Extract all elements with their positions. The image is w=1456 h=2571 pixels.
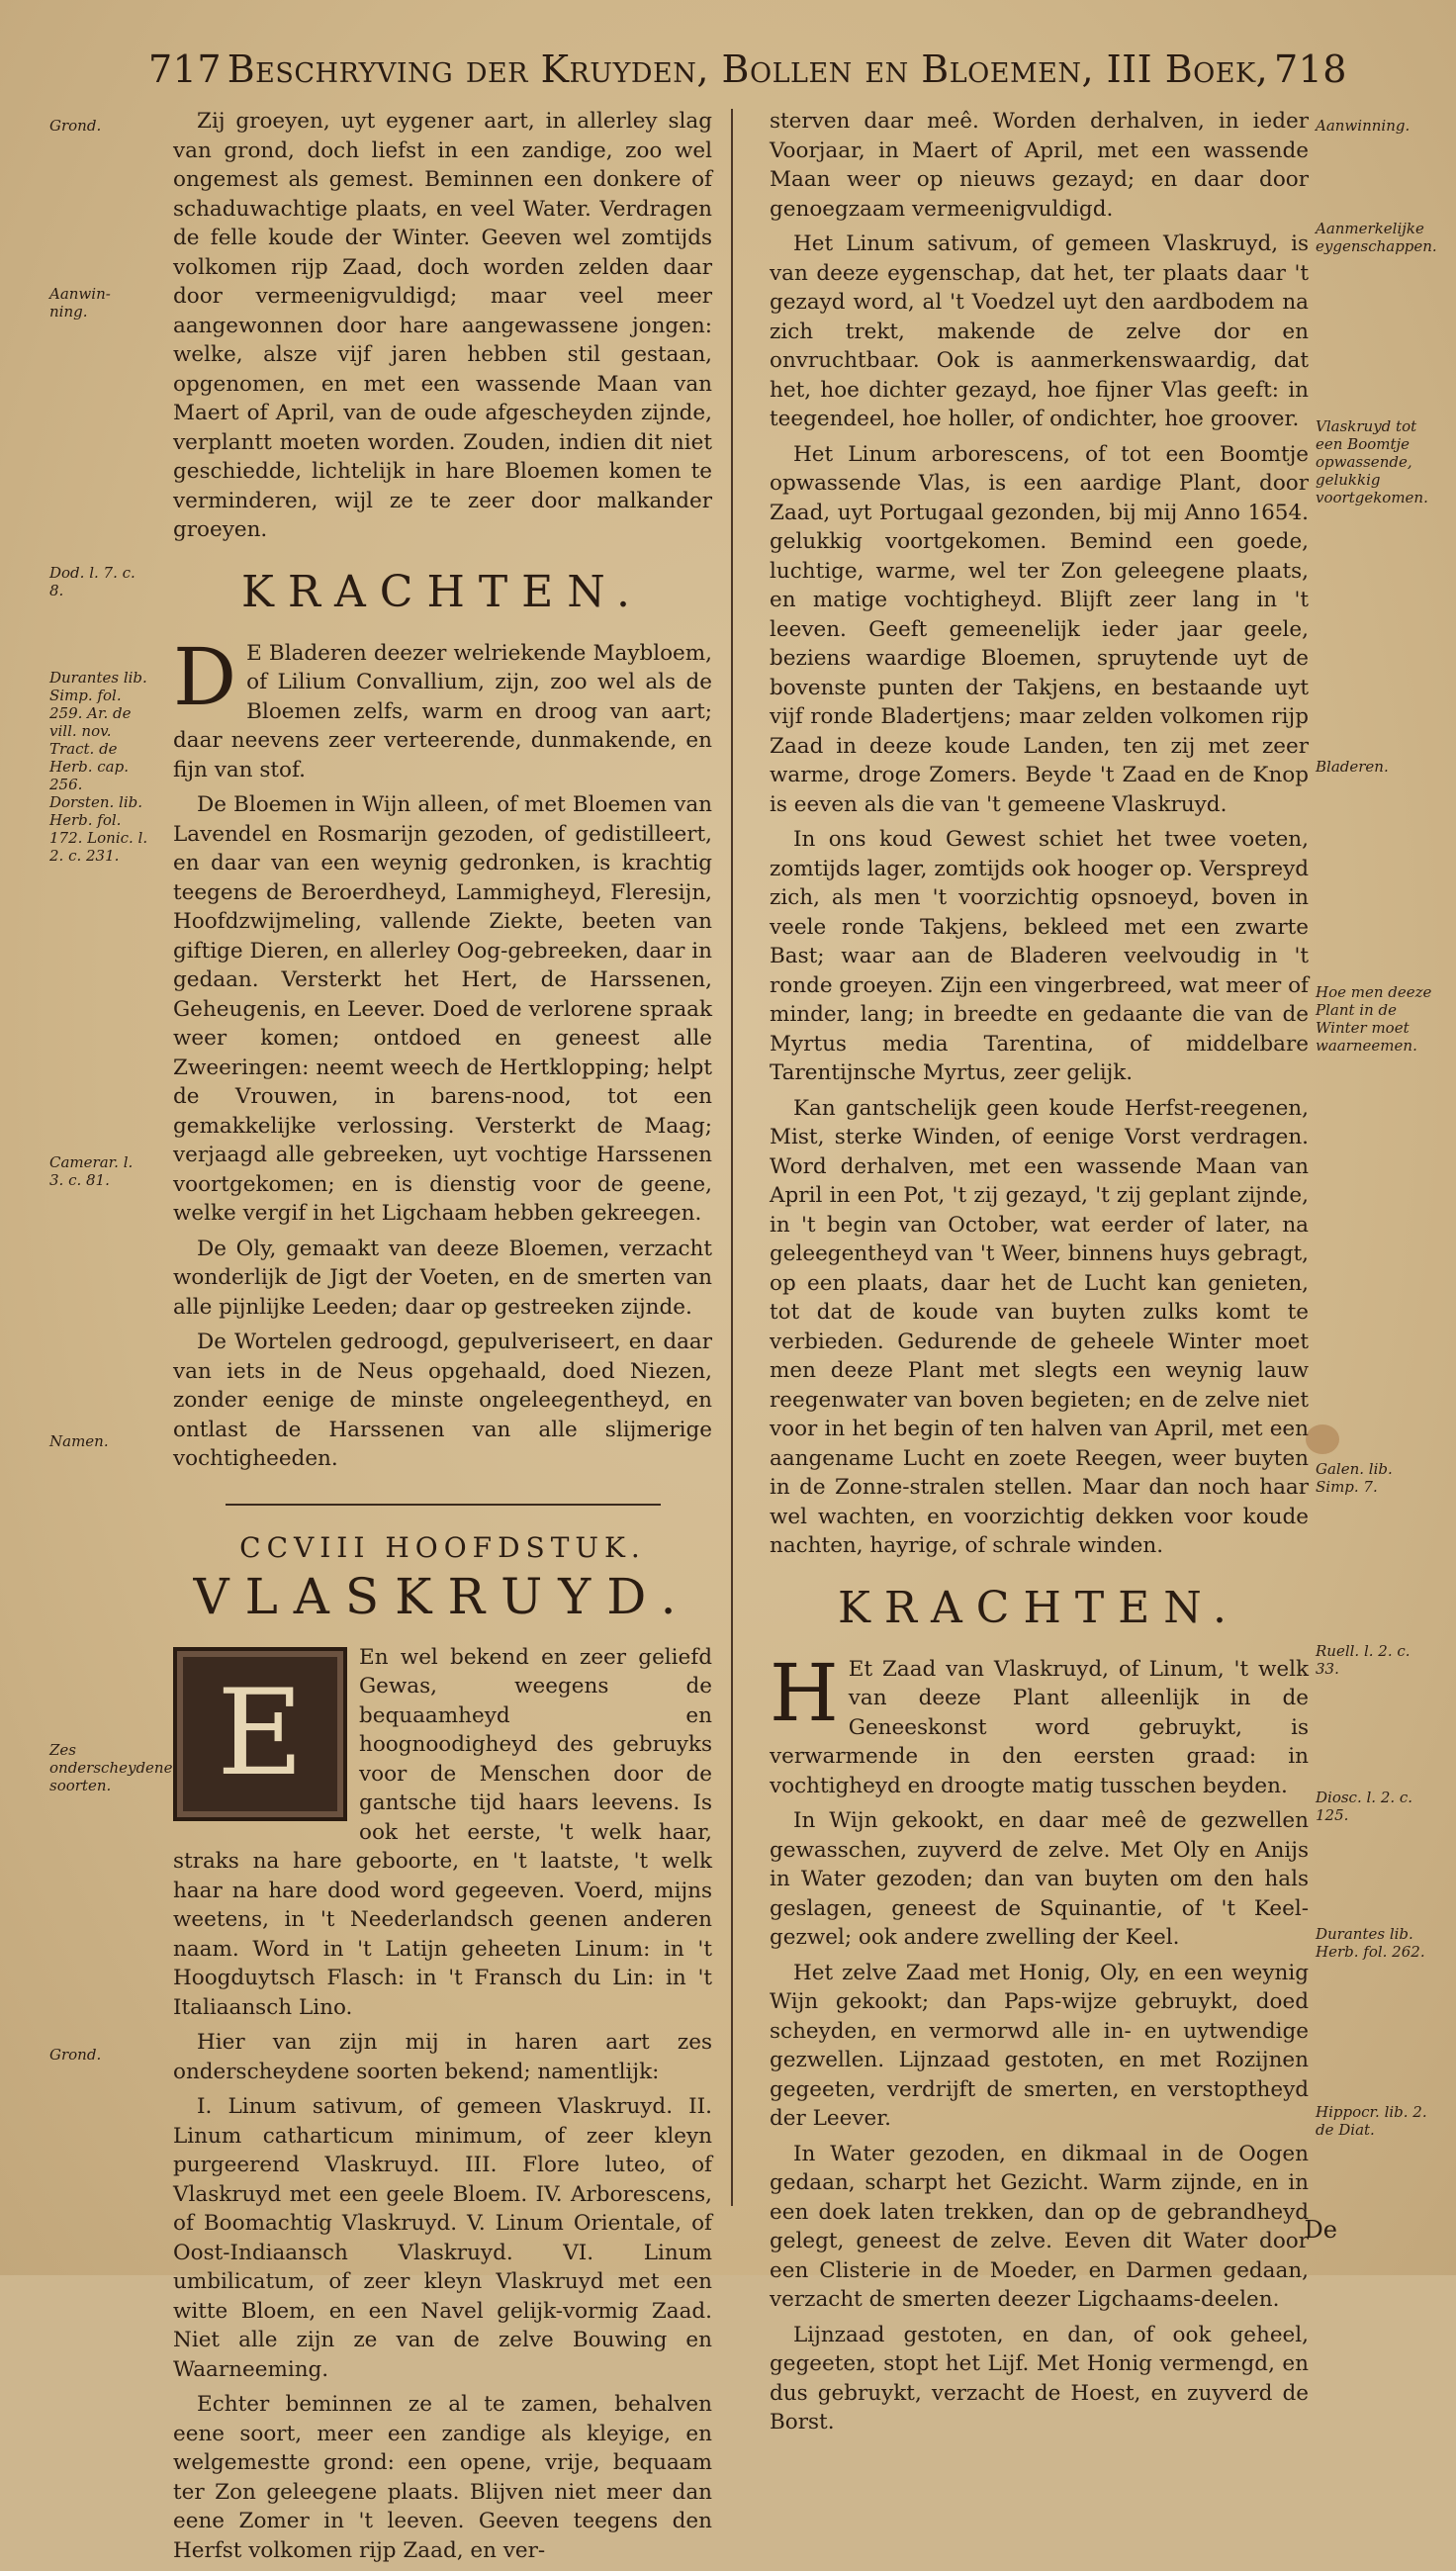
paragraph-r10: Lijnzaad gestoten, en dan, of ook geheel, gegeeten, stopt het Lijf. Met Honig vermengd, en dus gebruykt, verzacht de Hoest, en zuyverd de Borst. bbox=[770, 2322, 1309, 2434]
paragraph-krachten-1 bbox=[173, 630, 712, 785]
paper-stain bbox=[1306, 1424, 1339, 1454]
left-column bbox=[173, 107, 712, 2571]
margin-note-right-boomtje: Vlaskruyd tot een Boomtje opwassende, gelukkig voortgekomen. bbox=[1316, 417, 1428, 506]
margin-note-aanwinning: Aanwin-ning. bbox=[49, 285, 111, 321]
paragraph-r6-text: Et Zaad van Vlaskruyd, of Linum, 't welk van deeze Plant alleenlijk in de Geneeskonst word gebruykt, is verwarmende in den eersten graad: in vochtigheyd en droogte matig tusschen beyden. bbox=[770, 1656, 1309, 1798]
paragraph-r7: In Wijn gekookt, en daar meê de gezwellen gewasschen, zuyverd de zelve. Met Oly en Anijs in Water gezoden; dan van buyten om den hals geslagen, geneest de Squinantie, of 't Keel-gezwel; ook andere zwelling der Keel. bbox=[770, 1808, 1309, 1950]
paragraph-soorten-list: I. Linum sativum, of gemeen Vlaskruyd. II. Linum catharticum minimum, of zeer kleyn purgeerend Vlaskruyd. III. Flore luteo, of Vlaskruyd met een geele Bloem. IV. Arborescens, of Boomachtig Vlaskruyd. V. Linum Orientale, of Oost-Indiaansch Vlaskruyd. VI. Linum umbilicatum, of zeer kleyn Vlaskruyd met een witte Bloem, en een Navel gelijk-vormig Zaad. Niet alle zijn ze van de zelve Bouwing en Waarneeming. bbox=[173, 2094, 712, 2382]
paragraph-r3: Het Linum arborescens, of tot een Boomtje opwassende Vlas, is een aardige Plant, door Zaad, uyt Portugaal gezonden, bij mij Anno 1654. gelukkig voortgekomen. Bemind een goede, luchtige, warme, wel ter Zon geleegene plaats, en matige vochtigheyd. Blijft zeer lang in 't leeven. Geeft gemeenelijk ieder jaar geele, beziens waardige Bloemen, spruytende uyt de bovenste punten der Takjens, en bestaande uyt vijf ronde Bladertjens; maar zelden volkomen rijp Zaad in deeze koude Landen, ten zij met zeer warme, droge Zomers. Beyde 't Zaad en de Knop is eeven als die van 't gemeene Vlaskruyd. bbox=[770, 441, 1309, 817]
paragraph-zes-soorten: Hier van zijn mij in haren aart zes onderscheydene soorten bekend; namentlijk: bbox=[173, 2030, 712, 2084]
page-number-left: 717 bbox=[148, 47, 223, 91]
ornate-initial-e: E bbox=[173, 1647, 347, 1821]
paragraph-r1: sterven daar meê. Worden derhalven, in ieder Voorjaar, in Maert of April, met een wassende Maan weer op nieuws gezayd; en daar door genoegzaam vermeenigvuldigd. bbox=[770, 109, 1309, 222]
margin-note-namen: Namen. bbox=[49, 1432, 109, 1450]
paragraph-r5: Kan gantschelijk geen koude Herfst-reegenen, Mist, sterke Winden, of eenige Vorst verdragen. Word derhalven, met een wassende Maan van April in een Pot, 't zij gezayd, 't zij geplant zijnde, in 't begin van October, wat eerder of later, na geleegentheyd van 't Weer, binnens huys gebragt, op een plaats, daar het de Lucht kan genieten, tot dat de koude van buyten zulks komt te verbieden. Gedurende de geheele Winter moet men deeze Plant met slegts een weynig lauw reegenwater van boven begieten; en de zelve niet voor in het begin of ten halven van April, met een aangename Lucht en zoete Reegen, weer buyten in de Zonne-stralen stellen. Maar dan noch haar wel wachten, en voorzichtig dekken voor koude nachten, hayrige, of schrale winden. bbox=[770, 1095, 1309, 1558]
margin-note-zes: Zes onderscheydene soorten. bbox=[49, 1741, 173, 1794]
running-title: Beschryving der Kruyden, Bollen en Bloemen, III Boek, bbox=[227, 47, 1269, 91]
margin-note-right-aanwinning: Aanwinning. bbox=[1316, 117, 1410, 135]
krachten-heading-left: KRACHTEN. bbox=[241, 566, 644, 617]
section-rule bbox=[226, 1504, 661, 1506]
margin-note-right-durantes: Durantes lib. Herb. fol. 262. bbox=[1316, 1925, 1425, 1961]
paragraph-krachten-1-text: E Bladeren deezer welriekende Maybloem, of Lilium Convallium, zijn, zoo wel als de Bloemen zelfs, warm en droog van aart; daar neevens zeer verteerende, dunmakende, en fijn van stof. bbox=[173, 640, 712, 782]
krachten-heading-right: KRACHTEN. bbox=[838, 1582, 1240, 1633]
paragraph-grond-2: Echter beminnen ze al te zamen, behalven eene soort, meer een zandige als kleyige, en welgemestte grond: een opene, vrije, bequaam ter Zon geleegene plaats. Blijven niet meer dan eene Zomer in 't leeven. Geeven teegens den Herfst volkomen rijp Zaad, en ver- bbox=[173, 2392, 712, 2563]
drop-cap-d: D bbox=[173, 630, 237, 723]
margin-note-camerar: Camerar. l. 3. c. 81. bbox=[49, 1153, 134, 1189]
chapter-number: CCVIII HOOFDSTUK. bbox=[239, 1530, 646, 1564]
page-number-right: 718 bbox=[1273, 47, 1347, 91]
margin-note-grond: Grond. bbox=[49, 117, 102, 135]
margin-note-grond-2: Grond. bbox=[49, 2046, 102, 2064]
margin-note-dod: Dod. l. 7. c. 8. bbox=[49, 564, 136, 599]
right-column bbox=[770, 107, 1309, 2443]
margin-note-right-bladeren: Bladeren. bbox=[1316, 758, 1389, 776]
margin-note-durantes: Durantes lib. Simp. fol. 259. Ar. de vill. nov. Tract. de Herb. cap. 256. Dorsten. lib. Herb. fol. 172. Lonic. l. 2. c. 231. bbox=[49, 669, 148, 865]
margin-note-right-hippocr: Hippocr. lib. 2. de Diat. bbox=[1316, 2103, 1427, 2139]
paragraph-namen bbox=[173, 1643, 712, 2023]
paragraph-r9: In Water gezoden, en dikmaal in de Oogen gedaan, scharpt het Gezicht. Warm zijnde, en in een doek laten trekken, dan op de gebrandheyd gelegt, geneest de zelve. Eeven dit Water door een Clisterie in de Moeder, en Darmen gedaan, verzacht de smerten deezer Ligchaams-deelen. bbox=[770, 2141, 1309, 2312]
margin-note-right-hoe-men: Hoe men deeze Plant in de Winter moet waarneemen. bbox=[1316, 983, 1432, 1055]
paragraph-r2: Het Linum sativum, of gemeen Vlaskruyd, is van deeze eygenschap, dat het, ter plaats daar 't gezayd word, al 't Voedzel uyt den aardbodem na zich trekt, makende de zelve dor en onvruchtbaar. Ook is aanmerkenswaardig, dat het, hoe dichter gezayd, hoe fijner Vlas geeft: in teegendeel, hoe holler, of ondichter, hoe groover. bbox=[770, 231, 1309, 431]
running-header bbox=[148, 47, 1347, 91]
drop-cap-h: H bbox=[770, 1646, 839, 1739]
catchword: De bbox=[1304, 2216, 1337, 2244]
margin-note-right-aanmerkelijke: Aanmerkelijke eygenschappen. bbox=[1316, 220, 1437, 255]
paragraph-r4: In ons koud Gewest schiet het twee voeten, zomtijds lager, zomtijds ook hooger op. Verspreyd zich, als men 't voorzichtig opsnoeyd, boven in veele ronde Takjens, bekleed met een zwarte Bast; waar aan de Bladeren veelvoudig in 't ronde groeyen. Zijn een vingerbreed, wat meer of minder, lang; in breedte en gedaante die van de Myrtus media Tarentina, of middelbare Tarentijnsche Myrtus, zeer gelijk. bbox=[770, 827, 1309, 1085]
paragraph-grond: Zij groeyen, uyt eygener aart, in allerley slag van grond, doch liefst in een zandige, zoo wel ongemest als gemest. Beminnen een donkere of schaduwachtige plaats, en veel Water. Verdragen de felle koude der Winter. Geeven wel zomtijds volkomen rijp Zaad, doch worden zelden daar door vermeenigvuldigd; maar veel meer aangewonnen door hare aangewassene jongen: welke, alsze vijf jaren hebben stil gestaan, opgenomen, en met een wassende Maan van Maert of April, van de oude afgescheyden zijnde, verplantt moeten worden. Zouden, indien dit niet geschiedde, lichtelijk in hare Bloemen komen te verminderen, wijl ze te zeer door malkander groeyen. bbox=[173, 109, 712, 542]
paragraph-krachten-2: De Bloemen in Wijn alleen, of met Bloemen van Lavendel en Rosmarijn gezoden, of gedistilleert, en daar van een weynig gedronken, is krachtig teegens de Beroerdheyd, Lammigheyd, Fleresijn, Hoofdzwijmeling, vallende Ziekte, beeten van giftige Dieren, en allerley Oog-gebreeken, daar in gedaan. Versterkt het Hert, de Harssenen, Geheugenis, en Leever. Doed de verlorene spraak weer komen; ontdoed en geneest alle Zweeringen: neemt weech de Hertklopping; helpt de Vrouwen, in barens-nood, tot een gemakkelijke verlossing. Versterkt de Maag; verjaagd alle gebreeken, uyt vochtige Harssenen voortgekomen; en is dienstig voor de geene, welke vergif in het Ligchaam hebben gekreegen. bbox=[173, 792, 712, 1226]
margin-note-right-galen: Galen. lib. Simp. 7. bbox=[1316, 1460, 1393, 1496]
paragraph-krachten-4: De Wortelen gedroogd, gepulveriseert, en daar van iets in de Neus opgehaald, doed Niezen, zonder eenige de minste ongeleegentheyd, en ontlast de Harssenen van alle slijmerige vochtigheeden. bbox=[173, 1330, 712, 1471]
column-divider bbox=[731, 109, 733, 2206]
chapter-title: VLASKRUYD. bbox=[193, 1567, 692, 1625]
paragraph-r8: Het zelve Zaad met Honig, Oly, en een weynig Wijn gekookt; dan Paps-wijze gebruykt, doed scheyden, en vermorwd alle in- en uytwendige gezwellen. Lijnzaad gestoten, en met Rozijnen gegeeten, verdrijft de smerten, en verstoptheyd der Leever. bbox=[770, 1960, 1309, 2131]
paragraph-namen-text: En wel bekend en zeer geliefd Gewas, weegens de bequaamheyd en hoognoodigheyd des gebruyks voor de Menschen door de gantsche tijd haars leevens. Is ook het eerste, 't welk haar, straks na hare geboorte, en 't laatste, 't welk haar na hare dood word gegeeven. Voerd, mijns weetens, in 't Neederlandsch geenen anderen naam. Word in 't Latijn geheeten Linum: in 't Hoogduytsch Flasch: in 't Fransch du Lin: in 't Italiaansch Lino. bbox=[173, 1644, 712, 2020]
paragraph-krachten-3: De Oly, gemaakt van deeze Bloemen, verzacht wonderlijk de Jigt der Voeten, en de smerten van alle pijnlijke Leeden; daar op gestreeken zijnde. bbox=[173, 1236, 712, 1320]
margin-note-right-ruell: Ruell. l. 2. c. 33. bbox=[1316, 1642, 1410, 1678]
margin-note-right-diosc: Diosc. l. 2. c. 125. bbox=[1316, 1789, 1413, 1824]
paragraph-r6 bbox=[770, 1646, 1309, 1801]
